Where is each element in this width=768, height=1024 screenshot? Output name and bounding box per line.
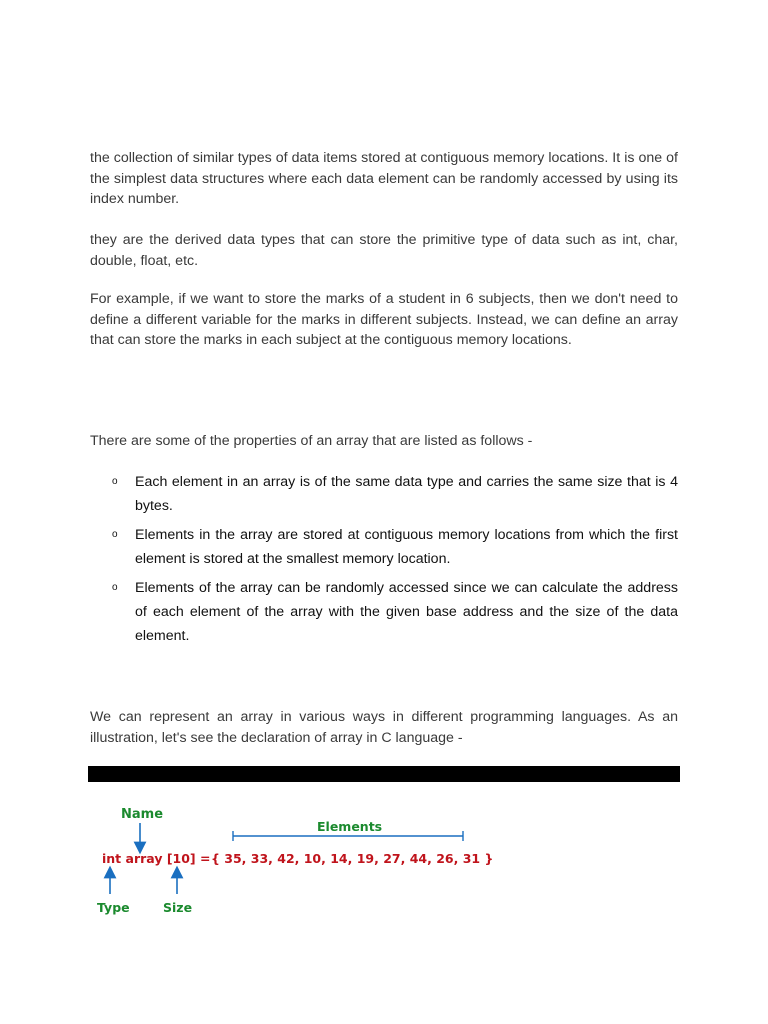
list-item <box>90 470 678 519</box>
list-item-text: Elements in the array are stored at contiguous memory locations from which the first element is stored at the smallest memory location. <box>135 526 678 568</box>
properties-intro-paragraph: There are some of the properties of an array that are listed as follows - <box>90 433 533 449</box>
array-declaration-diagram <box>88 790 508 930</box>
array-values: { 35, 33, 42, 10, 14, 19, 27, 44, 26, 31 } <box>211 851 494 866</box>
bullet-icon: o <box>112 581 118 593</box>
list-item-text: Elements of the array can be randomly accessed since we can calculate the address of each element of the array with the given base address and the size of the data element. <box>135 579 678 645</box>
derived-types-paragraph: they are the derived data types that can store the primitive type of data such as int, char, double, float, etc. <box>90 232 678 269</box>
example-paragraph: For example, if we want to store the marks of a student in 6 subjects, then we don't need to define a different variable for the marks in different subjects. Instead, we can define an array that can store the marks in each subject at the contiguous memory locations. <box>90 291 678 349</box>
elements-label: Elements <box>317 819 383 834</box>
properties-list <box>90 470 678 653</box>
intro-paragraph: the collection of similar types of data items stored at contiguous memory locations. It is one of the simplest data structures where each data element can be randomly accessed by using its index number. <box>90 150 678 208</box>
representation-paragraph: We can represent an array in various ways in different programming languages. As an illustration, let's see the declaration of array in C language - <box>90 709 678 746</box>
name-label: Name <box>121 807 164 822</box>
bullet-icon: o <box>112 476 118 487</box>
list-item <box>90 523 678 572</box>
list-item <box>90 576 678 649</box>
declaration-code: int array [10] = <box>102 851 211 866</box>
size-label: Size <box>163 900 193 915</box>
bullet-icon: o <box>112 528 118 540</box>
code-block-bar <box>88 766 680 782</box>
type-label: Type <box>97 900 130 915</box>
list-item-text: Each element in an array is of the same data type and carries the same size that is 4 bytes. <box>135 474 678 515</box>
